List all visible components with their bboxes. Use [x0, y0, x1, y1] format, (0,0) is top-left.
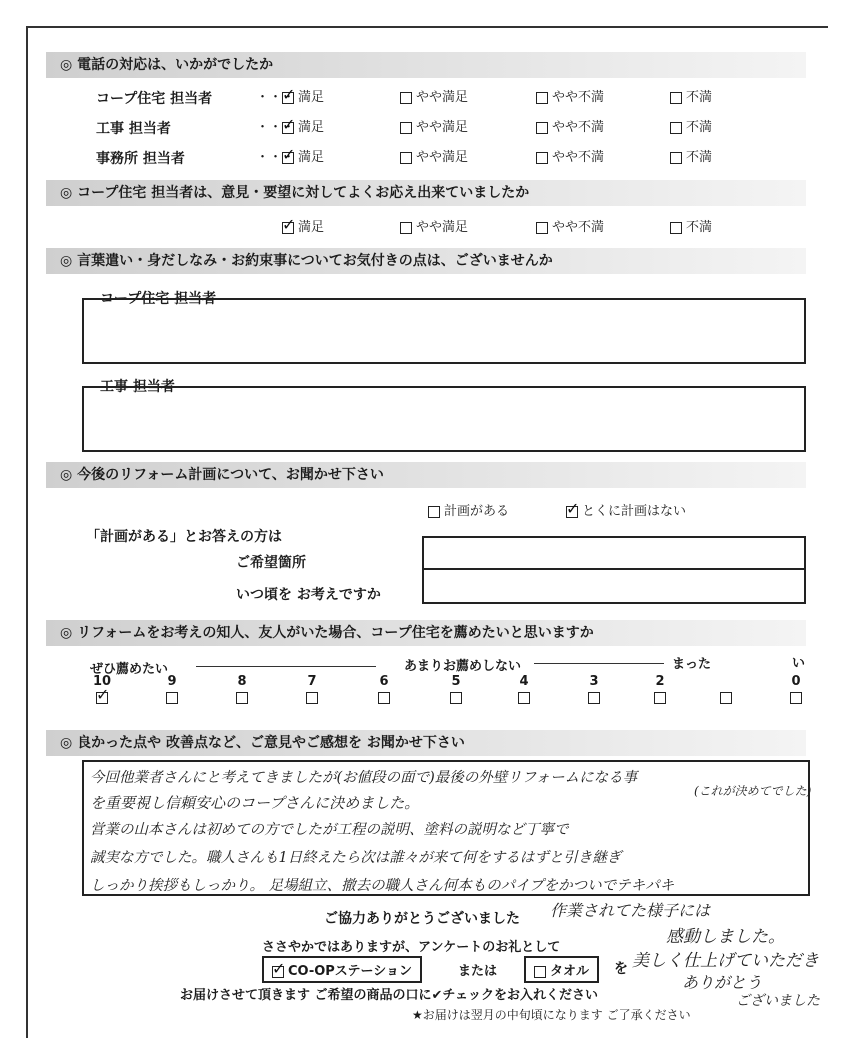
q2-option[interactable]: [536, 216, 604, 235]
q5-scale-number: 9: [167, 674, 177, 689]
q1-checkbox[interactable]: [670, 122, 682, 134]
q5-scale-number: 5: [451, 674, 461, 689]
footer-or: または: [458, 964, 498, 979]
q2-option-label: 不満: [686, 220, 713, 235]
q1-option[interactable]: [400, 146, 468, 165]
q4-plan-intro: 「計画がある」とお答えの方は: [86, 529, 282, 545]
q1-option[interactable]: [536, 116, 604, 135]
q1-option-label: 不満: [686, 120, 713, 135]
q5-scale-checkbox[interactable]: [166, 692, 178, 704]
q2-option[interactable]: [282, 216, 324, 235]
q5-scale-checkbox[interactable]: [96, 692, 108, 704]
footer-delivery-note: ★お届けは翌月の中旬頃になります ご了承ください: [412, 1008, 691, 1022]
q1-option-label: 不満: [686, 90, 713, 105]
q2-option-label: やや不満: [552, 220, 605, 235]
q5-scale-number: 6: [379, 674, 389, 689]
q6-handwritten-line: を重要視し信頼安心のコープさんに決めました。: [90, 794, 420, 812]
q1-option-label: 満足: [298, 150, 325, 165]
q6-header: ◎ 良かった点や 改善点など、ご意見やご感想を お聞かせ下さい: [46, 730, 806, 756]
q4-checkbox-noplan[interactable]: [566, 506, 578, 518]
q5-header: ◎ リフォームをお考えの知人、友人がいた場合、コープ住宅を薦めたいと思いますか: [46, 620, 806, 646]
q4-option-plan-label: 計画がある: [444, 504, 510, 519]
q1-option[interactable]: [670, 146, 712, 165]
q1-checkbox[interactable]: [670, 152, 682, 164]
q3-header: ◎ 言葉遣い・身だしなみ・お約束事についてお気付きの点は、ございませんか: [46, 248, 806, 274]
q1-checkbox[interactable]: [400, 152, 412, 164]
q6-margin-note: (これが決めてでした): [694, 784, 812, 798]
footer-note-after: 作業されてた様子には: [550, 901, 711, 920]
q1-checkbox[interactable]: [400, 122, 412, 134]
q4-header: ◎ 今後のリフォーム計画について、お聞かせ下さい: [46, 462, 806, 488]
q1-checkbox[interactable]: [400, 92, 412, 104]
q4-when-label: いつ頃を お考えですか: [236, 587, 381, 603]
q5-scale-checkbox[interactable]: [450, 692, 462, 704]
q1-checkbox[interactable]: [536, 122, 548, 134]
footer-note-thanks: ありがとう: [682, 973, 763, 992]
q5-scale-number: 7: [307, 674, 317, 689]
q1-checkbox[interactable]: [670, 92, 682, 104]
q5-scale-number: 10: [92, 674, 112, 689]
gift-option-towel[interactable]: [524, 956, 599, 983]
q5-scale-checkbox[interactable]: [790, 692, 802, 704]
q3-comment-box-construction[interactable]: [82, 386, 806, 452]
q1-checkbox[interactable]: [282, 152, 294, 164]
q2-checkbox[interactable]: [282, 222, 294, 234]
q4-place-input[interactable]: [422, 536, 806, 570]
q1-option-label: やや満足: [416, 150, 469, 165]
q2-checkbox[interactable]: [670, 222, 682, 234]
q1-row-dots: ・・・: [256, 150, 296, 165]
q5-dash-2: [534, 663, 664, 664]
footer-note-thanks2: ございました: [736, 993, 820, 1009]
q5-scale-number: 8: [237, 674, 247, 689]
q5-dash-1: [196, 666, 376, 667]
q1-option[interactable]: [536, 146, 604, 165]
q1-option-label: やや満足: [416, 90, 469, 105]
q1-row-label: 事務所 担当者: [96, 151, 185, 167]
q4-place-label: ご希望箇所: [236, 555, 306, 571]
q2-option-label: やや満足: [416, 220, 469, 235]
q5-right-label-end: い: [792, 656, 806, 671]
q1-option[interactable]: [282, 116, 324, 135]
footer-particle: を: [614, 961, 628, 977]
q1-option-label: 不満: [686, 150, 713, 165]
q1-option[interactable]: [282, 146, 324, 165]
q1-option[interactable]: [536, 86, 604, 105]
q4-when-input[interactable]: [422, 568, 806, 604]
q1-option[interactable]: [670, 116, 712, 135]
q5-right-label: まった: [672, 657, 712, 672]
q2-option[interactable]: [400, 216, 468, 235]
q6-handwritten-line: 誠実な方でした。職人さんも1日終えたら次は誰々が来て何をするはずと引き継ぎ: [90, 850, 622, 866]
q1-option[interactable]: [282, 86, 324, 105]
q5-scale-checkbox[interactable]: [518, 692, 530, 704]
q1-checkbox[interactable]: [282, 92, 294, 104]
q2-checkbox[interactable]: [536, 222, 548, 234]
q1-option[interactable]: [670, 86, 712, 105]
q6-handwritten-line: しっかり挨拶もしっかり。 足場組立、撤去の職人さん何本ものパイプをかついでテキパキ: [90, 878, 675, 894]
q2-checkbox[interactable]: [400, 222, 412, 234]
q5-scale-number: 3: [589, 674, 599, 689]
q1-option-label: やや不満: [552, 90, 605, 105]
q5-scale-checkbox[interactable]: [588, 692, 600, 704]
q5-mid-label: あまりお薦めしない: [404, 659, 522, 674]
gift-option-coop[interactable]: [262, 956, 422, 983]
q4-option-plan[interactable]: [428, 500, 509, 519]
footer-note-after2: 感動しました。: [666, 927, 785, 947]
q5-left-label: ぜひ薦めたい: [90, 662, 169, 677]
q1-header: ◎ 電話の対応は、いかがでしたか: [46, 52, 806, 78]
gift-option-coop-label: CO-OPステーション: [288, 964, 413, 979]
gift-checkbox-coop[interactable]: [272, 966, 284, 978]
q1-option-label: 満足: [298, 120, 325, 135]
q6-handwritten-line: 今回他業者さんにと考えてきましたが(お値段の面で)最後の外壁リフォームになる事: [90, 770, 638, 786]
q4-checkbox-plan[interactable]: [428, 506, 440, 518]
q1-row-dots: ・・・: [256, 90, 296, 105]
q4-option-noplan[interactable]: [566, 500, 686, 519]
q3-field2-label: 工事 担当者: [100, 379, 175, 395]
footer-instruction: お届けさせて頂きます ご希望の商品の口に✔チェックをお入れください: [180, 988, 599, 1003]
q5-scale-checkbox[interactable]: [306, 692, 318, 704]
q2-option-label: 満足: [298, 220, 325, 235]
gift-option-towel-label: タオル: [550, 964, 590, 979]
q5-scale-checkbox[interactable]: [720, 692, 732, 704]
q6-handwritten-line: 営業の山本さんは初めての方でしたが工程の説明、塗料の説明など丁寧で: [90, 822, 569, 838]
q5-scale-checkbox[interactable]: [236, 692, 248, 704]
q2-header: ◎ コープ住宅 担当者は、意見・要望に対してよくお応え出来ていましたか: [46, 180, 806, 206]
footer-thanks: ご協力ありがとうございました: [324, 911, 520, 927]
q5-scale-checkbox[interactable]: [654, 692, 666, 704]
q5-scale-number: 2: [655, 674, 665, 689]
q4-option-noplan-label: とくに計画はない: [582, 504, 687, 519]
q1-row-label: コープ住宅 担当者: [96, 91, 213, 107]
q1-row-label: 工事 担当者: [96, 121, 171, 137]
q2-option[interactable]: [670, 216, 712, 235]
q1-option[interactable]: [400, 116, 468, 135]
q1-option[interactable]: [400, 86, 468, 105]
q1-row-dots: ・・・: [256, 120, 296, 135]
footer-gift-intro: ささやかではありますが、アンケートのお礼として: [262, 940, 561, 955]
q1-option-label: 満足: [298, 90, 325, 105]
q1-option-label: やや不満: [552, 150, 605, 165]
q5-scale-number: 4: [519, 674, 529, 689]
q1-checkbox[interactable]: [536, 92, 548, 104]
q1-option-label: やや不満: [552, 120, 605, 135]
q3-field1-label: コープ住宅 担当者: [100, 291, 217, 307]
q1-option-label: やや満足: [416, 120, 469, 135]
gift-checkbox-towel[interactable]: [534, 966, 546, 978]
q5-scale-checkbox[interactable]: [378, 692, 390, 704]
q1-checkbox[interactable]: [282, 122, 294, 134]
footer-note-beautiful: 美しく仕上げていただき: [632, 951, 819, 971]
q1-checkbox[interactable]: [536, 152, 548, 164]
q5-scale-number: 0: [791, 674, 801, 689]
q3-comment-box-coop[interactable]: [82, 298, 806, 364]
